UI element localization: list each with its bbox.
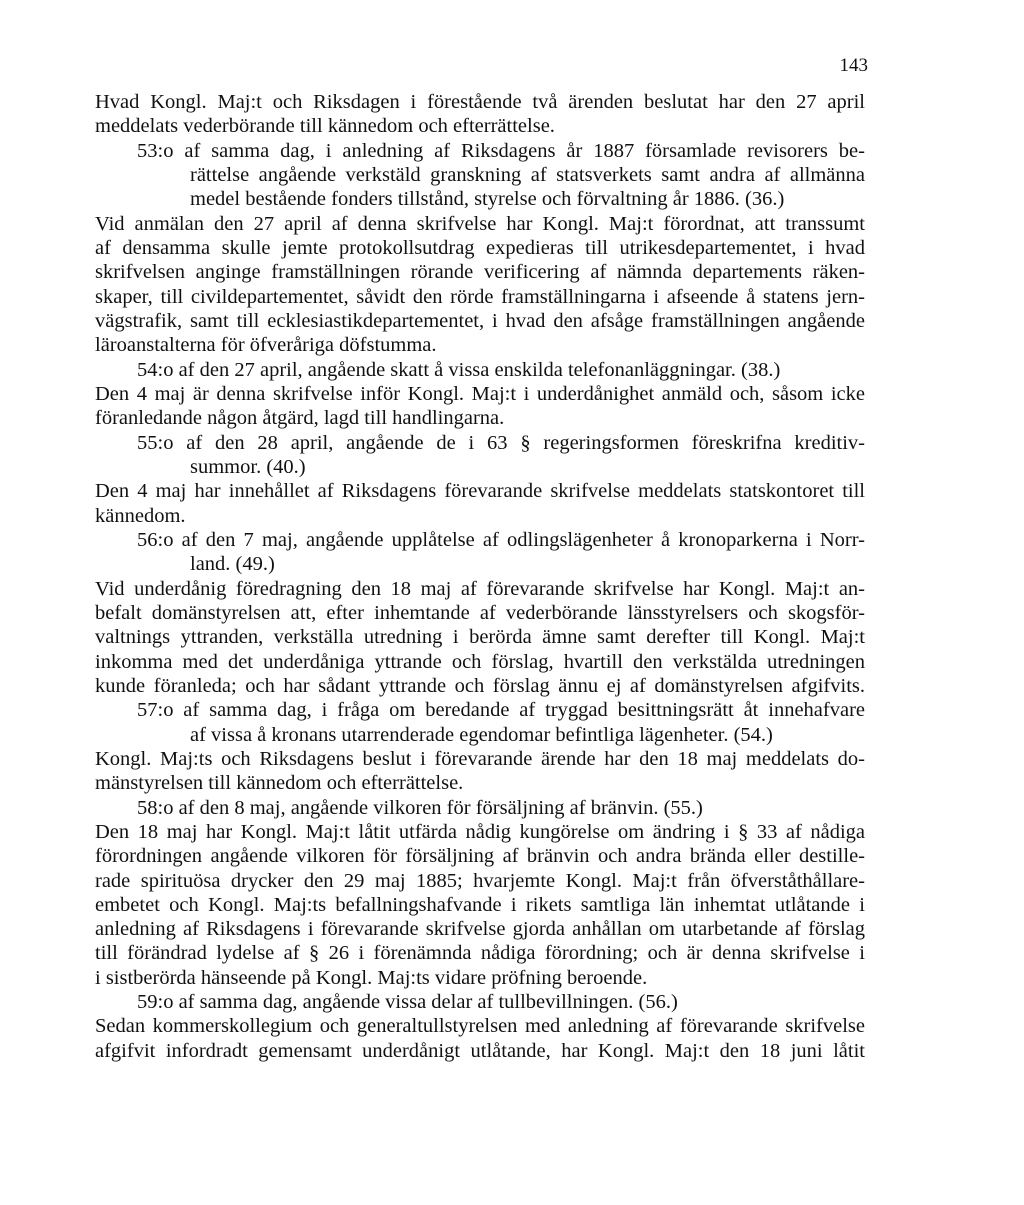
text-line: 54:o af den 27 april, angående skatt å vissa enskilda telefonanläggningar. (38.): [137, 358, 781, 381]
text-line: 53:o af samma dag, i anledning af Riksdagens år 1887 församlade revisorers be-: [137, 139, 865, 162]
text-line: i sistberörda hänseende på Kongl. Maj:ts vidare pröfning beroende.: [95, 966, 648, 989]
text-line: Den 4 maj har innehållet af Riksdagens förevarande skrifvelse meddelats statskontoret till: [95, 480, 865, 503]
text-line: läroanstalterna för öfveråriga döfstumma.: [95, 334, 437, 357]
text-line: summor. (40.): [190, 455, 306, 478]
text-line: 58:o af den 8 maj, angående vilkoren för försäljning af bränvin. (55.): [137, 796, 703, 819]
text-line: 56:o af den 7 maj, angående upplåtelse af odlingslägenheter å kronoparkerna i Norr-: [137, 528, 865, 551]
text-line: inkomma med det underdåniga yttrande och förslag, hvartill den verkstälda utredningen: [95, 650, 865, 673]
text-line: rättelse angående verkstäld granskning af statsverkets samt andra af allmänna: [190, 163, 865, 186]
text-line: embetet och Kongl. Maj:ts befallningshafvande i rikets samtliga län inhemtat utlåtande i: [95, 893, 865, 916]
body-text: [95, 90, 865, 1063]
text-line: kunde föranleda; och har sådant yttrande och förslag ännu ej af domänstyrelsen afgifvits.: [95, 674, 865, 697]
text-line: 55:o af den 28 april, angående de i 63 § regeringsformen föreskrifna kreditiv-: [137, 431, 865, 454]
text-line: anledning af Riksdagens i förevarande skrifvelse gjorda anhållan om utarbetande af förslag: [95, 918, 865, 941]
text-line: föranledande någon åtgärd, lagd till handlingarna.: [95, 407, 505, 430]
text-line: 59:o af samma dag, angående vissa delar af tullbevillningen. (56.): [137, 991, 678, 1014]
text-line: kännedom.: [95, 504, 186, 527]
text-line: Vid anmälan den 27 april af denna skrifvelse har Kongl. Maj:t förordnat, att transsumt: [95, 212, 865, 235]
text-line: mänstyrelsen till kännedom och efterrättelse.: [95, 772, 464, 795]
text-line: vägstrafik, samt till ecklesiastikdepartementet, i hvad den afsåge framställningen angående: [95, 309, 865, 332]
text-line: Sedan kommerskollegium och generaltullstyrelsen med anledning af förevarande skrifvelse: [95, 1015, 865, 1038]
text-line: Den 4 maj är denna skrifvelse inför Kongl. Maj:t i underdånighet anmäld och, såsom icke: [95, 382, 865, 405]
text-line: förordningen angående vilkoren för försäljning af bränvin och andra brända eller destille-: [95, 845, 865, 868]
text-line: Kongl. Maj:ts och Riksdagens beslut i förevarande ärende har den 18 maj meddelats do-: [95, 747, 865, 770]
text-line: skrifvelsen anginge framställningen rörande verificering af nämnda departements räken-: [95, 261, 865, 284]
text-line: rade spirituösa drycker den 29 maj 1885; hvarjemte Kongl. Maj:t från öfverståthållare-: [95, 869, 865, 892]
text-line: meddelats vederbörande till kännedom och efterrättelse.: [95, 115, 555, 138]
text-line: medel bestående fonders tillstånd, styrelse och förvaltning år 1886. (36.): [190, 188, 785, 211]
text-line: befalt domänstyrelsen att, efter inhemtande af vederbörande länsstyrelsers och skogsför-: [95, 601, 865, 624]
text-line: till förändrad lydelse af § 26 i förenämnda nådiga förordning; och är denna skrifvelse i: [95, 942, 865, 965]
text-line: af vissa å kronans utarrenderade egendomar befintliga lägenheter. (54.): [190, 723, 773, 746]
text-line: Vid underdånig föredragning den 18 maj af förevarande skrifvelse har Kongl. Maj:t an-: [95, 577, 865, 600]
text-line: Den 18 maj har Kongl. Maj:t låtit utfärda nådig kungörelse om ändring i § 33 af nådiga: [95, 820, 865, 843]
text-line: valtnings yttranden, verkställa utredning i berörda ämne samt derefter till Kongl. Maj:t: [95, 626, 865, 649]
text-line: 57:o af samma dag, i fråga om beredande af tryggad besittningsrätt åt innehafvare: [137, 699, 865, 722]
text-line: af densamma skulle jemte protokollsutdrag expedieras till utrikesdepartementet, i hvad: [95, 236, 865, 259]
text-line: land. (49.): [190, 553, 275, 576]
text-line: afgifvit infordradt gemensamt underdånigt utlåtande, har Kongl. Maj:t den 18 juni låtit: [95, 1039, 865, 1062]
text-line: skaper, till civildepartementet, såvidt den rörde framställningarna i afseende å statens jern-: [95, 285, 865, 308]
text-line: Hvad Kongl. Maj:t och Riksdagen i förestående två ärenden beslutat har den 27 april: [95, 91, 865, 113]
page-number: 143: [839, 55, 868, 76]
